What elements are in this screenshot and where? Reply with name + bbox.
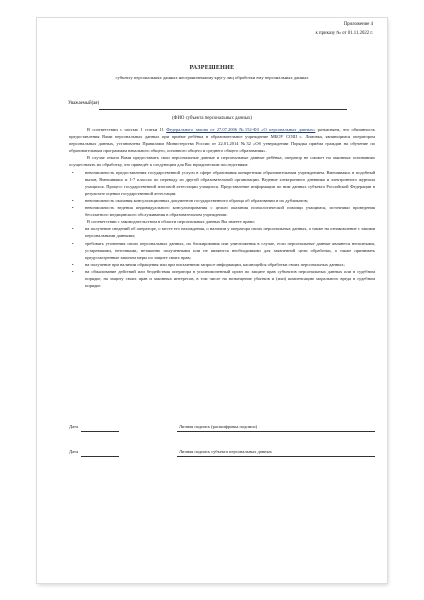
addressee-label: Уважаемый(ая)	[68, 101, 100, 106]
consequences-list	[69, 169, 375, 219]
list-item: • невозможность ведения индивидуального консультирования с целью оказания психологической помощи учащимся, источники проведения бесплатного медицинского обслуживания в образовательном учреждении.	[81, 204, 375, 218]
signature-caption: Личная подпись субъекта персональных данных	[179, 449, 272, 454]
document-page	[37, 18, 387, 583]
list-item: • на получение сведений об операторе, о месте его нахождения, о наличии у оператора своих персональных данных, а также на ознакомление с такими персональными данными;	[81, 225, 375, 239]
rights-list	[69, 225, 375, 289]
list-item: • невозможность предоставления государственной услуги в сфере образования конкретным образовательным учреждением. Вмешиваясь в подобный вызов, Вмешиваясь и 1-7 классах по переводу из другой образовательной организации. Ведение электронного дневника и электронного журнала учащихся. Процесс государственной итоговой аттестации учащихся. Представление информации по ним данных субъекта Российской Федерации в результате оценки государственной аттестации.	[81, 169, 375, 197]
document-title: РАЗРЕШЕНИЕ	[189, 65, 235, 71]
fio-caption: (ФИО субъекта персональных данных)	[172, 116, 252, 121]
addressee-line	[99, 109, 347, 110]
paragraph-3: В соответствии с законодательством в области персональных данных Вы имеете право:	[87, 219, 256, 225]
paragraph-1	[69, 126, 375, 154]
date-line	[81, 456, 119, 457]
list-item: • на получение при наличии обращения или при письменном запросе информации, касающейся обработки своих персональных данных;	[81, 261, 375, 268]
date-line	[81, 431, 119, 432]
paragraph-1-prefix: В соответствии с частью 1 статьи 11	[87, 127, 164, 132]
document-subtitle: субъекту персональных данных неограниченному кругу лиц обработки ему персональных данных	[115, 75, 309, 80]
law-link[interactable]: Федерального закона от 27.07.2006 №152-ФЗ «О персональных данных»	[166, 127, 316, 132]
signature-line	[177, 456, 375, 457]
appendix-label: Приложение 4	[343, 22, 373, 27]
appendix-header	[316, 21, 373, 38]
paragraph-1-rest: разъясняем, что обязанность предоставления Вами персональных данных при приёме ребёнка в образовательное учреждение МБОУ СОШ с. Ломовка, являющимся оператором персональных данных, установлена Правилами Министерства России от 22.01.2014 №32 «Об утверждении Порядка приёма граждан на обучение по образовательным программам начального общего, основного общего и среднего общего образования».	[69, 127, 375, 154]
date-label: Дата	[69, 424, 79, 429]
list-item: • невозможность оказания консультационных документов государственного образца об образовании и их дубликатов;	[81, 197, 375, 204]
paragraph-2: В случае отказа Вами предоставить свои персональные данные и персональные данные ребёнка, оператор не сможет на законных основаниях осуществлять их обработку, что приведёт к следующим для Вас юридическим последствиям:	[69, 155, 375, 168]
signature-line	[177, 431, 375, 432]
list-item: • на обжалование действий или бездействия оператора в уполномоченный орган по защите прав субъектов персональных данных или в судебном порядке, на защиту своих прав и законных интересов, в том числе на возмещение убытков и (или) компенсацию морального вреда в судебном порядке.	[81, 268, 375, 289]
list-item: • требовать уточнения своих персональных данных, их блокирования или уничтожения в случае, если персональные данные являются неполными, устаревшими, неточными, незаконно полученными или не являются необходимыми для заявленной цели обработки, а также принимать предусмотренные законом меры по защите своих прав;	[81, 240, 375, 261]
date-label: Дата	[69, 449, 79, 454]
appendix-ref: к приказу № от 01.11.2022 г.	[315, 30, 373, 36]
document-body	[69, 126, 375, 289]
signature-caption: Личная подпись (расшифровка подписи)	[179, 424, 258, 429]
